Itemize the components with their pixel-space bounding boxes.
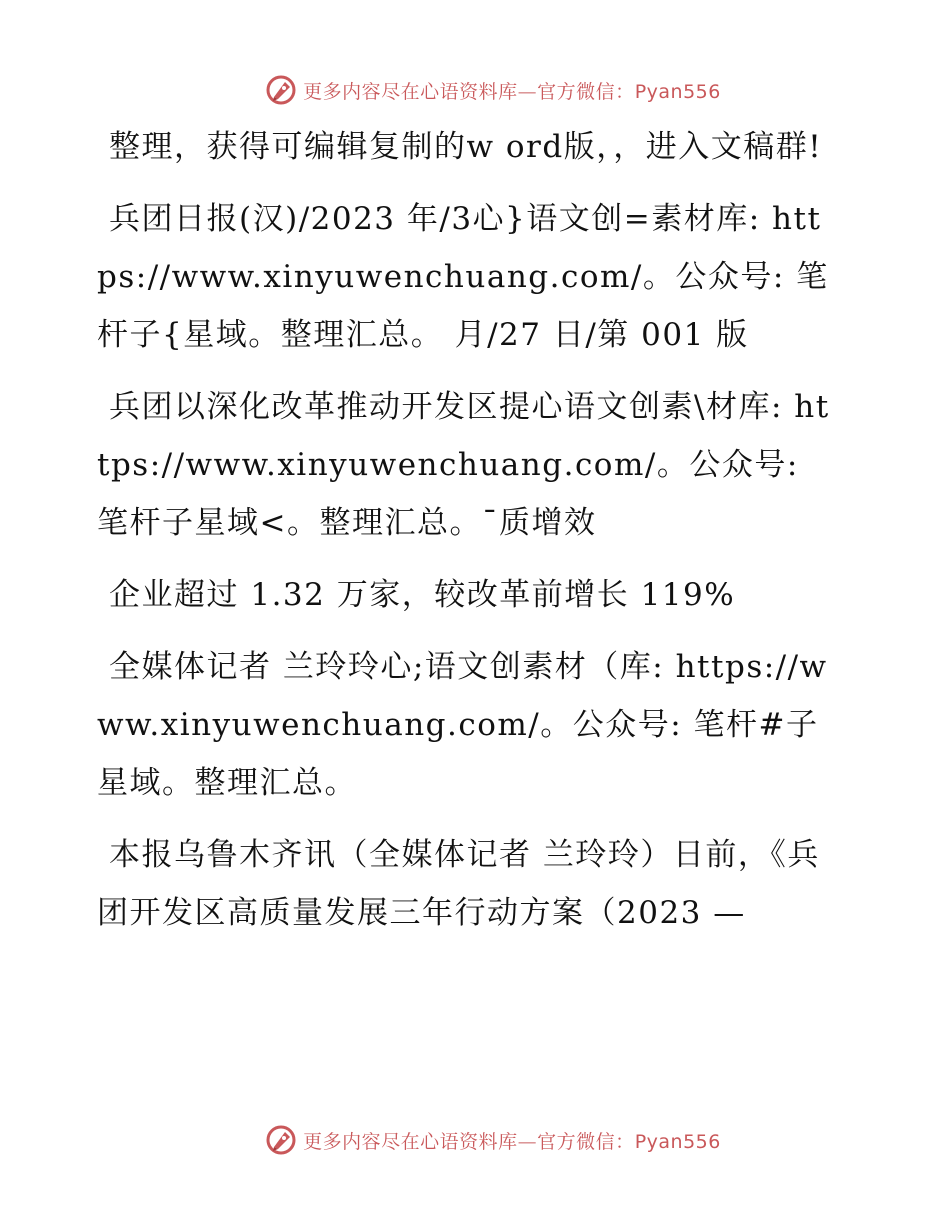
paragraph-6: 本报乌鲁木齐讯（全媒体记者 兰玲玲）日前，《兵团开发区高质量发展三年行动方案（2023 — <box>97 837 820 931</box>
banner-tagline: 更多内容尽在心语资料库 <box>303 1130 518 1153</box>
paragraph-5: 全媒体记者 兰玲玲心;语文创素材（库: https://www.xinyuwenchuang.com/。公众号: 笔杆#子星域。整理汇总。 <box>97 649 828 801</box>
paragraph-4: 企业超过 1.32 万家，较改革前增长 119% <box>109 577 736 613</box>
banner-wechat-id: Pyan556 <box>634 80 721 103</box>
banner-text <box>303 1127 721 1154</box>
footer-banner <box>0 1120 950 1160</box>
pen-nib-circle-icon <box>265 1124 297 1156</box>
banner-content <box>265 1124 721 1156</box>
paragraph-2: 兵团日报(汉)/2023 年/3心}语文创=素材库: https://www.xinyuwenchuang.com/。公众号: 笔杆子{星域。整理汇总。 月/27 日/第 001 版 <box>97 201 829 353</box>
header-banner <box>0 70 950 110</box>
document-body <box>97 118 837 942</box>
banner-wechat-id: Pyan556 <box>634 1130 721 1153</box>
paragraph-1: 整理，获得可编辑复制的w ord版，，进入文稿群! <box>109 129 823 165</box>
banner-text <box>303 77 721 104</box>
banner-official-label: 官方微信： <box>537 1130 635 1153</box>
banner-dash: — <box>517 1130 538 1153</box>
banner-dash: — <box>517 80 538 103</box>
paragraph-3: 兵团以深化改革推动开发区提心语文创素\材库: https://www.xinyuwenchuang.com/。公众号: 笔杆子星域<。整理汇总。¯质增效 <box>97 389 830 541</box>
banner-content <box>265 74 721 106</box>
banner-official-label: 官方微信： <box>537 80 635 103</box>
pen-nib-circle-icon <box>265 74 297 106</box>
banner-tagline: 更多内容尽在心语资料库 <box>303 80 518 103</box>
